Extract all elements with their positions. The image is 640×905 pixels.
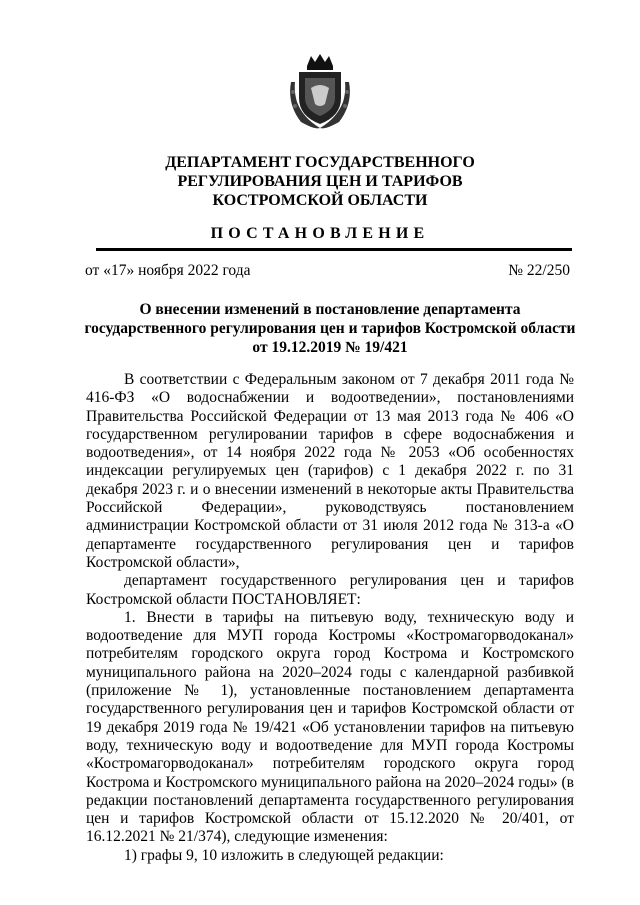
coat-of-arms-emblem bbox=[285, 52, 355, 130]
department-line: КОСТРОМСКОЙ ОБЛАСТИ bbox=[212, 192, 428, 209]
body-paragraph: В соответствии с Федеральным законом от 7 декабря 2011 года № 416-ФЗ «О водоснабжении и водоотведении», постановлениями Правительства Российской Федерации от 13 мая 2013 года № 406 «О государственном регулировании тарифов в сфере водоснабжения и водоотведения», от 14 ноября 2022 года № 2053 «Об особенностях индексации регулируемых цен (тарифов) с 1 декабря 2022 г. по 31 декабря 2023 г. и о внесении изменений в некоторые акты Правительства Российской Федерации», руководствуясь постановлением администрации Костромской области от 31 июля 2012 года № 313-а «О департаменте государственного регулирования цен и тарифов Костромской области», bbox=[86, 371, 574, 571]
department-line: РЕГУЛИРОВАНИЯ ЦЕН И ТАРИФОВ bbox=[177, 173, 463, 190]
subject-line: О внесении изменений в постановление департамента bbox=[139, 301, 521, 318]
document-subject bbox=[80, 300, 580, 357]
document-date: от «17» ноября 2022 года bbox=[85, 262, 251, 279]
subject-line: государственного регулирования цен и тарифов Костромской области bbox=[84, 320, 576, 337]
body-paragraph: департамент государственного регулирования цен и тарифов Костромской области ПОСТАНОВЛЯЕТ: bbox=[86, 572, 574, 608]
department-line: ДЕПАРТАМЕНТ ГОСУДАРСТВЕННОГО bbox=[165, 154, 475, 171]
body-paragraph: 1. Внести в тарифы на питьевую воду, техническую воду и водоотведение для МУП города Костромы «Костромагорводоканал» потребителям городского округа город Кострома и Костромского муниципального района на 2020–2024 годы с календарной разбивкой (приложение № 1), установленные постановлением департамента государственного регулирования цен и тарифов Костромской области от 19 декабря 2019 года № 19/421 «Об установлении тарифов на питьевую воду, техническую воду и водоотведение для МУП города Костромы «Костромагорводоканал» потребителям городского округа город Кострома и Костромского муниципального района на 2020–2024 годы» (в редакции постановлений департамента государственного регулирования цен и тарифов Костромской области от 15.12.2020 № 20/401, от 16.12.2021 № 21/374), следующие изменения: bbox=[86, 608, 574, 846]
document-type-title: ПОСТАНОВЛЕНИЕ bbox=[210, 225, 430, 242]
subject-line: от 19.12.2019 № 19/421 bbox=[252, 339, 408, 356]
document-number: № 22/250 bbox=[508, 262, 570, 279]
body-paragraph: 1) графы 9, 10 изложить в следующей редакции: bbox=[124, 846, 444, 864]
department-name bbox=[60, 153, 580, 210]
title-underline bbox=[96, 248, 572, 251]
document-body bbox=[86, 371, 574, 865]
